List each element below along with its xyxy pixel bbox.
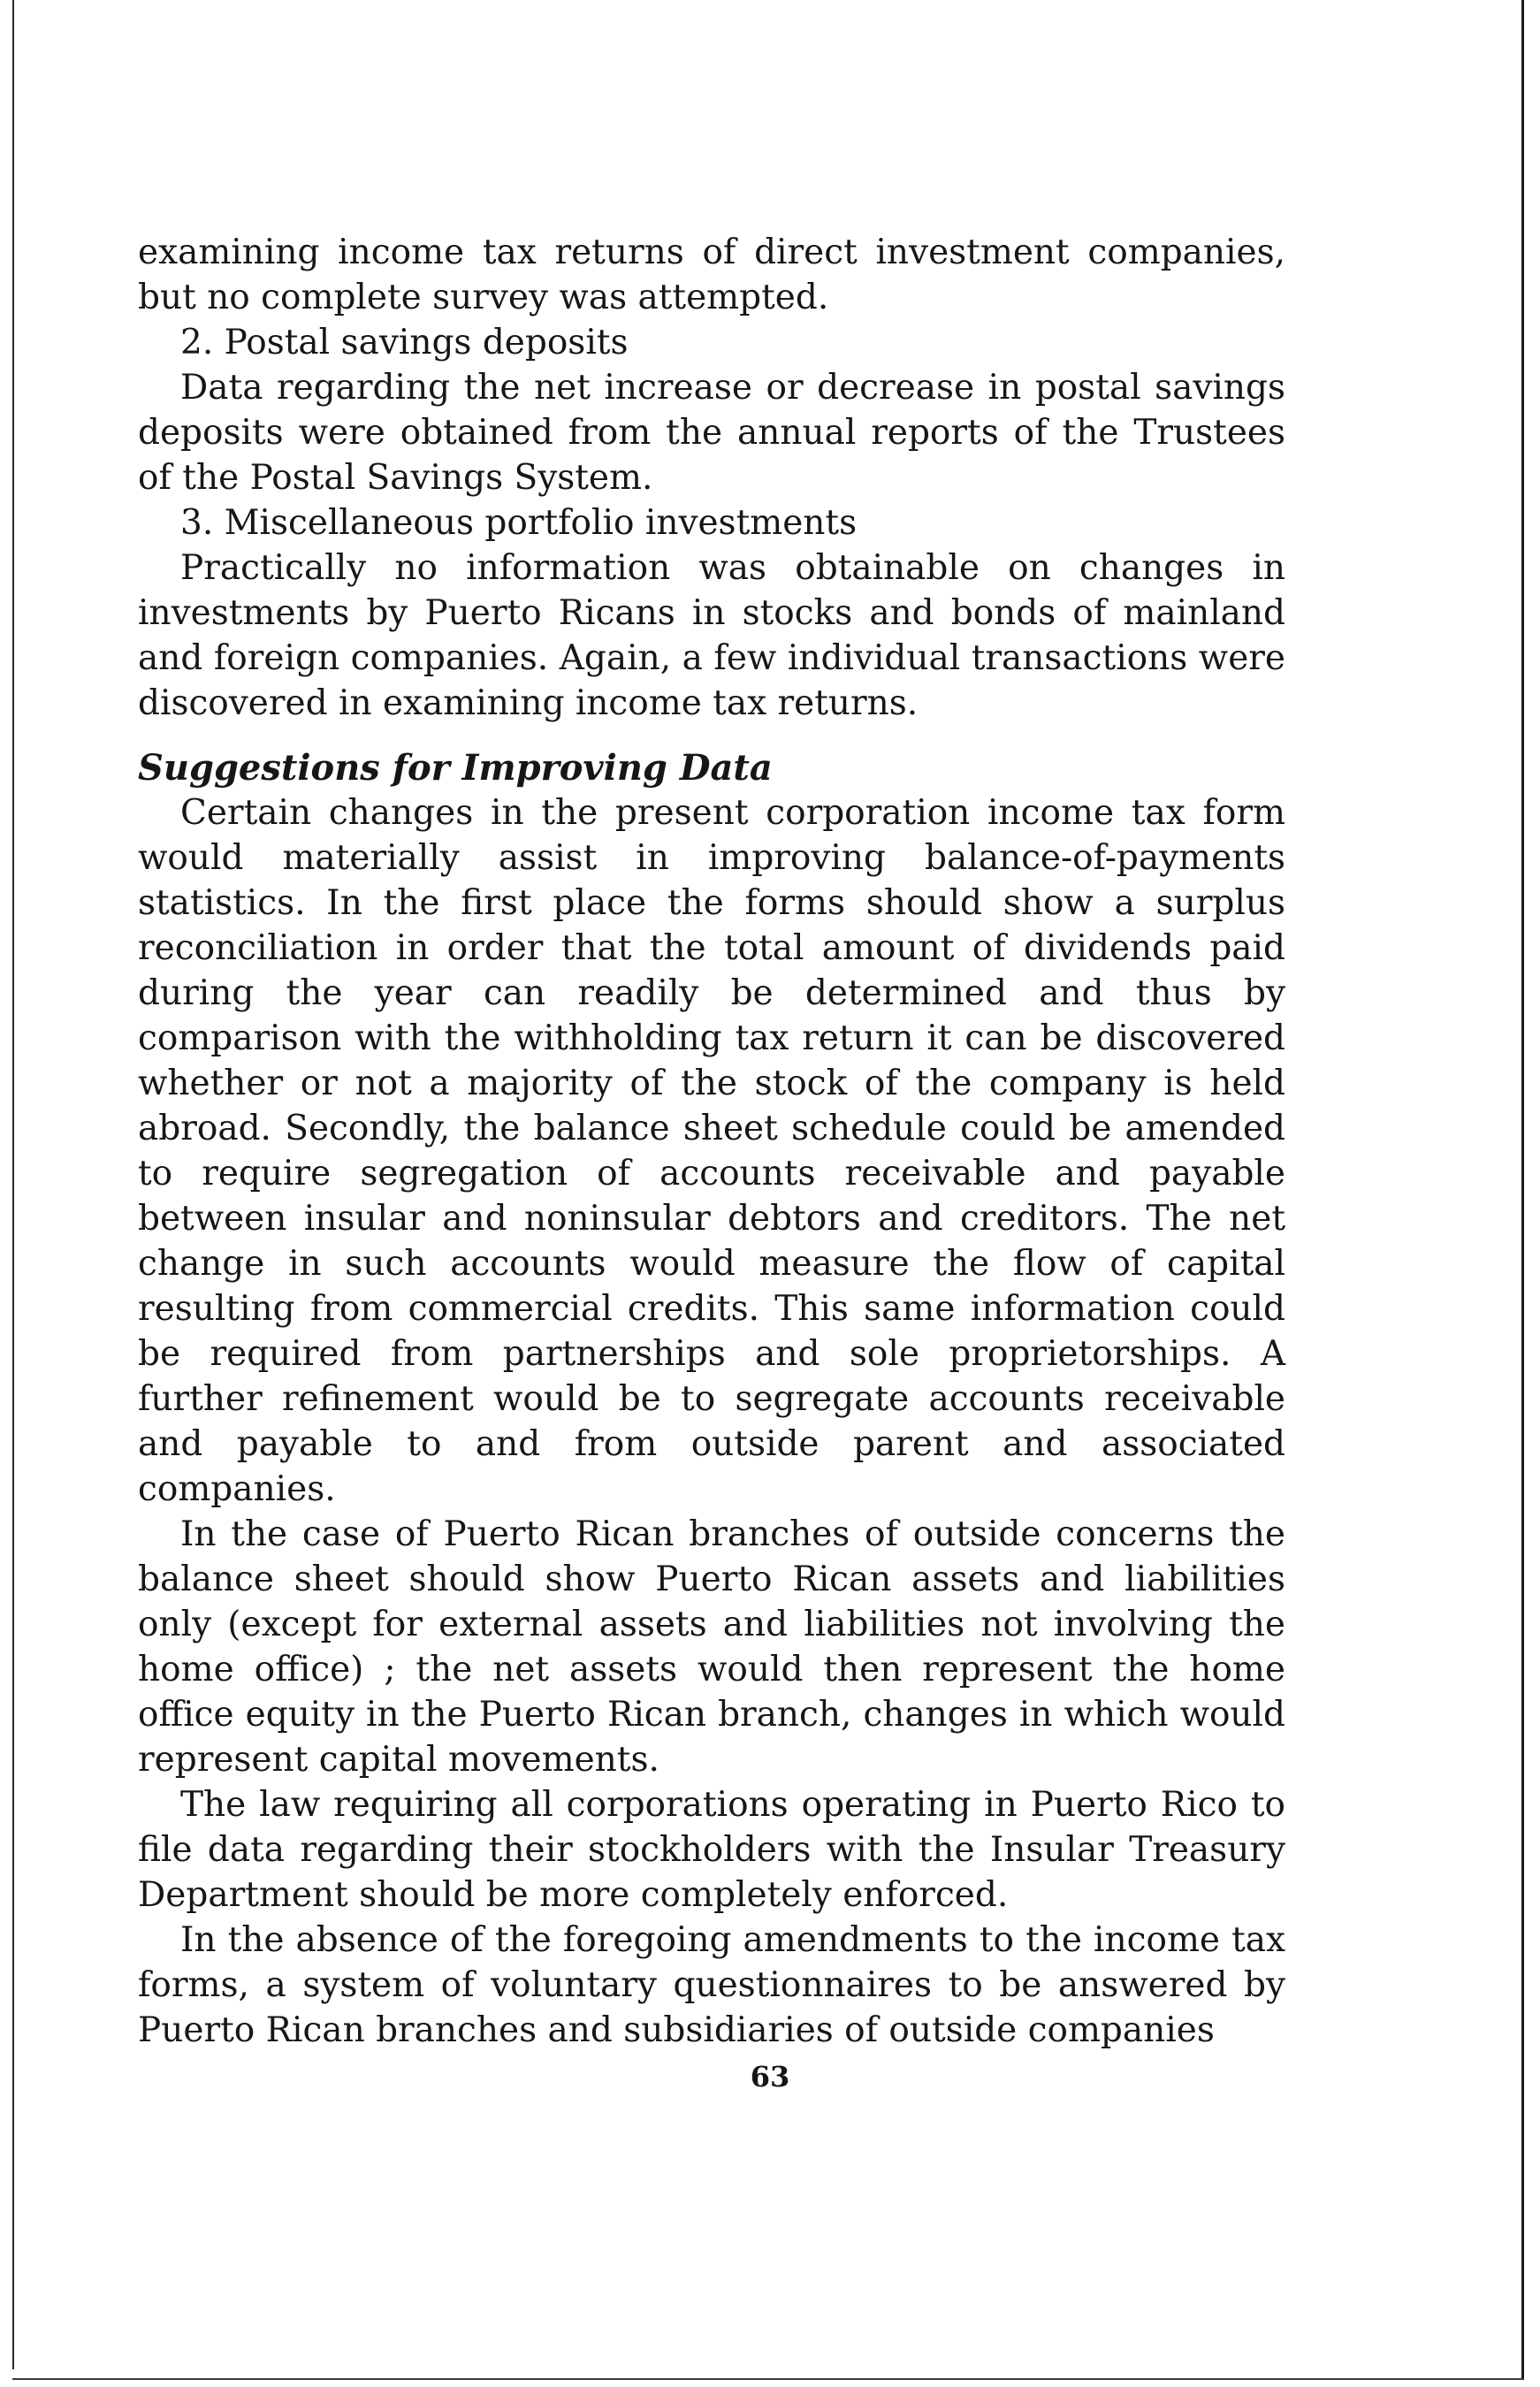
- item-heading-portfolio-investments: 3. Miscellaneous portfolio investments: [180, 503, 858, 543]
- paragraph-continued: examining income tax returns of direct investment companies, but no complete survey was attempted.: [138, 233, 1285, 317]
- page-bottom-edge: [12, 2378, 1524, 2380]
- paragraph-postal-savings: Data regarding the net increase or decrease in postal savings deposits were obtained from the annual reports of the Trustees of the Postal Savings System.: [138, 368, 1285, 498]
- paragraph-stockholder-law: The law requiring all corporations operating in Puerto Rico to file data regarding their stockholders with the Insular Treasury Department should be more completely enforced.: [138, 1785, 1285, 1915]
- section-heading-suggestions: Suggestions for Improving Data: [138, 747, 773, 789]
- paragraph-branches: In the case of Puerto Rican branches of outside concerns the balance sheet should show Puerto Rican assets and liabilities only (except for external assets and liabilities not involving the home office) ; the net assets would then represent the home office equity in the Puerto Rican branch, changes in which would represent capital movements.: [138, 1514, 1285, 1780]
- page-right-edge: [1521, 0, 1524, 2378]
- page-left-edge: [12, 0, 14, 2369]
- body-text: [138, 230, 1285, 2053]
- paragraph-questionnaires: In the absence of the foregoing amendments to the income tax forms, a system of voluntary questionnaires to be answered by Puerto Rican branches and subsidiaries of outside companies: [138, 1920, 1285, 2050]
- paragraph-portfolio-investments: Practically no information was obtainable on changes in investments by Puerto Ricans in stocks and bonds of mainland and foreign companies. Again, a few individual transactions were discovered in examining income tax returns.: [138, 548, 1285, 723]
- item-heading-postal-savings: 2. Postal savings deposits: [180, 323, 629, 362]
- page-number: 63: [750, 2060, 790, 2093]
- paragraph-tax-form-changes: Certain changes in the present corporation income tax form would materially assist in improving balance-of-payments statistics. In the first place the forms should show a surplus reconciliation in order that the total amount of dividends paid during the year can readily be determined and thus by comparison with the withholding tax return it can be discovered whether or not a majority of the stock of the company is held abroad. Secondly, the balance sheet schedule could be amended to require segregation of accounts receivable and payable between insular and noninsular debtors and creditors. The net change in such accounts would measure the flow of capital resulting from commercial credits. This same information could be required from partnerships and sole proprietorships. A further refinement would be to segregate accounts receivable and payable to and from outside parent and associated companies.: [138, 793, 1285, 1509]
